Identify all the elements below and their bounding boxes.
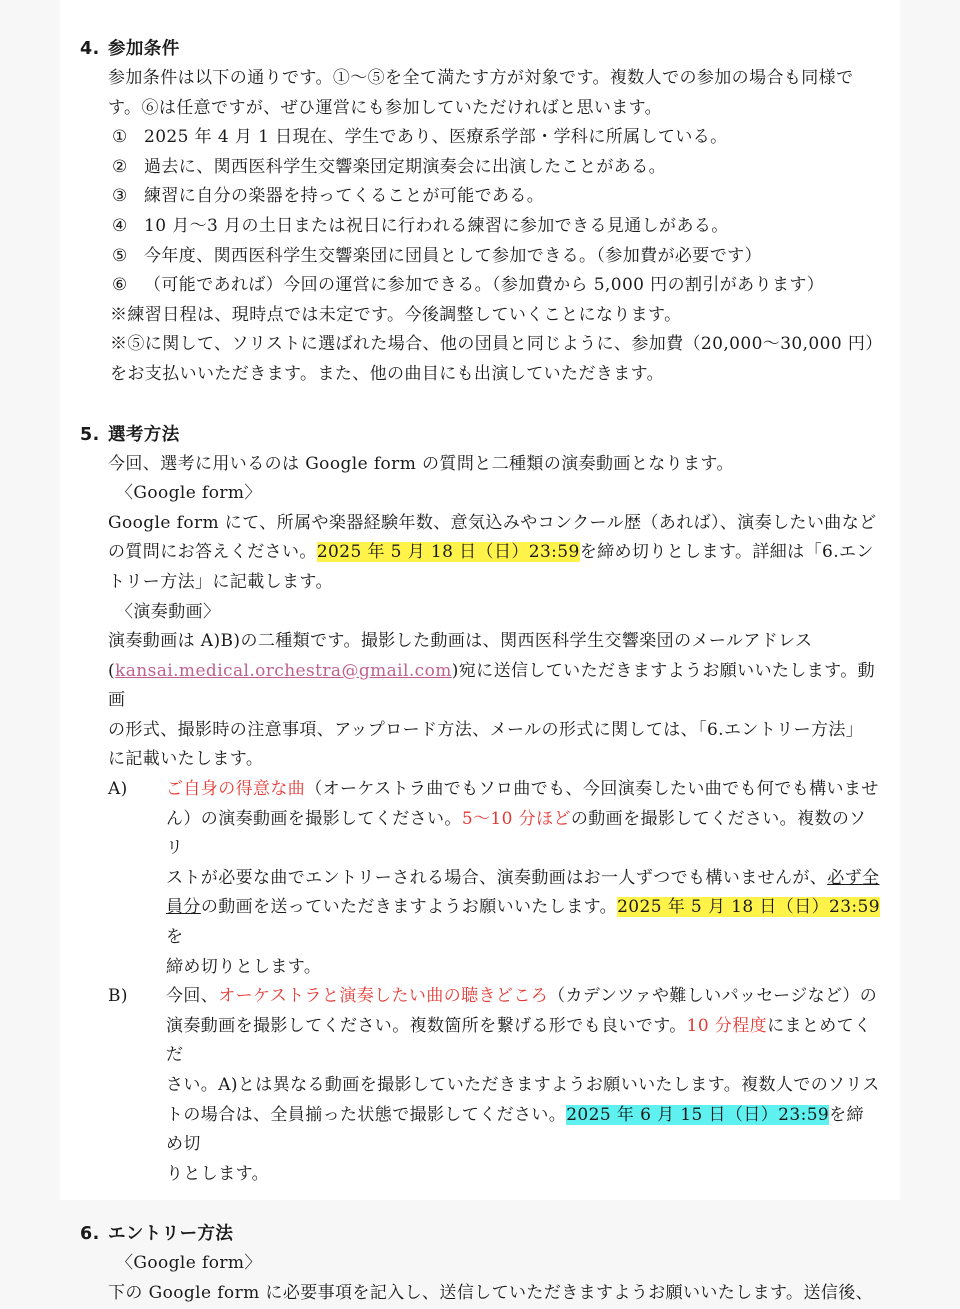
list-item bbox=[80, 212, 880, 242]
text: 今回、 bbox=[166, 986, 219, 1007]
text: の動画を送っていただきますようお願いいたします。 bbox=[200, 897, 618, 918]
red-emphasis: 10 分程度 bbox=[686, 1015, 768, 1036]
item-a bbox=[80, 775, 880, 982]
red-emphasis: オーケストラと演奏したい曲の聴きどころ bbox=[218, 986, 549, 1007]
note: ※練習日程は、現時点では未定です。今後調整していくことになります。 bbox=[110, 304, 682, 325]
text: を bbox=[166, 927, 184, 948]
section-6-heading bbox=[80, 1219, 880, 1249]
item-marker: A) bbox=[108, 779, 128, 800]
text: の動画を撮影してください。複数のソリ bbox=[166, 808, 867, 859]
list-text: 今年度、関西医科学生交響楽団に団員として参加できる。（参加費が必要です） bbox=[144, 245, 762, 266]
paragraph: の形式、撮影時の注意事項、アップロード方法、メールの形式に関しては、「6.エントリー方法」 bbox=[108, 719, 864, 740]
list-item bbox=[80, 242, 880, 272]
item-b-text bbox=[166, 982, 880, 1189]
list-text: 10 月〜3 月の土日または祝日に行われる練習に参加できる見通しがある。 bbox=[144, 215, 729, 236]
section-4 bbox=[80, 34, 883, 390]
text: 締め切りとします。 bbox=[166, 956, 322, 977]
red-emphasis: ご自身の得意な曲 bbox=[166, 779, 306, 800]
paragraph: トリー方法」に記載します。 bbox=[108, 571, 333, 592]
document-content bbox=[80, 34, 883, 1309]
list-item bbox=[80, 123, 880, 153]
paragraph: 参加条件は以下の通りです。①〜⑤を全て満たす方が対象です。複数人での参加の場合も同様で bbox=[108, 68, 854, 88]
text: さい。A)とは異なる動画を撮影していただきますようお願いいたします。複数人でのソリス bbox=[166, 1075, 880, 1095]
text: 演奏動画を撮影してください。複数箇所を繋げる形でも良いです。 bbox=[166, 1015, 687, 1036]
section-title: エントリー方法 bbox=[108, 1224, 234, 1245]
text: )宛に送信していただきますようお願いいたします。動画 bbox=[108, 660, 876, 711]
item-b bbox=[80, 982, 880, 1189]
text: （オーケストラ曲でもソロ曲でも、今回演奏したい曲でも何でも構いませ bbox=[305, 779, 879, 800]
note-continued: をお支払いいただきます。また、他の曲目にも出演していただきます。 bbox=[110, 363, 665, 384]
list-text: 2025 年 4 月 1 日現在、学生であり、医療系学部・学科に所属している。 bbox=[144, 127, 728, 148]
section-title: 選考方法 bbox=[108, 424, 180, 445]
text: ストが必要な曲でエントリーされる場合、演奏動画はお一人ずつでも構いませんが、 bbox=[166, 867, 828, 888]
list-text: 過去に、関西医科学生交響楽団定期演奏会に出演したことがある。 bbox=[144, 156, 666, 177]
subheading-google-form: 〈Google form〉 bbox=[116, 483, 262, 504]
paragraph: 下の Google form に必要事項を記入し、送信していただきますようお願いいたします。送信後、 bbox=[108, 1282, 874, 1303]
section-4-heading bbox=[80, 34, 880, 64]
list-marker: ③ bbox=[112, 186, 128, 207]
section-number: 4. bbox=[80, 39, 100, 59]
paragraph: に記載いたします。 bbox=[108, 749, 264, 770]
paragraph bbox=[80, 657, 880, 716]
section-5 bbox=[80, 420, 880, 1190]
list-item bbox=[80, 182, 880, 212]
note: ※⑤に関して、ソリストに選ばれた場合、他の団員と同じように、参加費（20,000〜30,000 円） bbox=[110, 334, 883, 355]
text: トの場合は、全員揃った状態で撮影してください。 bbox=[166, 1104, 567, 1125]
underlined-text: 員分 bbox=[166, 897, 201, 918]
text: を締め切りとします。詳細は「6.エン bbox=[579, 542, 874, 563]
subheading-video: 〈演奏動画〉 bbox=[116, 601, 221, 622]
list-item bbox=[80, 271, 880, 301]
text: を締め切 bbox=[166, 1104, 864, 1155]
subheading-google-form: 〈Google form〉 bbox=[116, 1253, 262, 1274]
item-a-text bbox=[166, 775, 880, 982]
red-emphasis: 5〜10 分ほど bbox=[461, 808, 571, 829]
deadline-highlight: 2025 年 5 月 18 日（日）23:59 bbox=[316, 542, 580, 563]
deadline-highlight-cyan: 2025 年 6 月 15 日（日）23:59 bbox=[566, 1104, 830, 1125]
text: にまとめてくだ bbox=[166, 1015, 872, 1066]
section-number: 6. bbox=[80, 1224, 100, 1245]
text: の質問にお答えください。 bbox=[108, 542, 317, 563]
paragraph: す。⑥は任意ですが、ぜひ運営にも参加していただければと思います。 bbox=[108, 97, 663, 118]
list-text: （可能であれば）今回の運営に参加できる。（参加費から 5,000 円の割引があります） bbox=[144, 275, 825, 296]
paragraph bbox=[80, 538, 880, 568]
text: りとします。 bbox=[166, 1163, 270, 1184]
paragraph: 今回、選考に用いるのは Google form の質問と二種類の演奏動画となります。 bbox=[108, 453, 734, 474]
text: （カデンツァや難しいパッセージなど）の bbox=[548, 986, 878, 1007]
deadline-highlight: 2025 年 5 月 18 日（日）23:59 bbox=[617, 897, 880, 918]
text: ( bbox=[108, 660, 116, 681]
email-link[interactable]: kansai.medical.orchestra@gmail.com bbox=[115, 660, 452, 681]
section-title: 参加条件 bbox=[108, 39, 180, 59]
list-text: 練習に自分の楽器を持ってくることが可能である。 bbox=[144, 186, 545, 207]
paragraph: Google form にて、所属や楽器経験年数、意気込みやコンクール歴（あれば）、演奏したい曲など bbox=[108, 512, 877, 533]
list-marker: ⑤ bbox=[112, 245, 128, 266]
paragraph: 演奏動画は A)B)の二種類です。撮影した動画は、関西医科学生交響楽団のメールアドレス bbox=[108, 631, 813, 652]
list-marker: ④ bbox=[112, 215, 128, 236]
document-page bbox=[60, 0, 900, 1303]
section-5-heading bbox=[80, 420, 880, 450]
section-number: 5. bbox=[80, 424, 100, 445]
list-marker: ⑥ bbox=[112, 275, 128, 296]
list-item bbox=[80, 153, 880, 183]
text: ん）の演奏動画を撮影してください。 bbox=[166, 808, 462, 829]
section-6 bbox=[80, 1219, 880, 1308]
item-marker: B) bbox=[108, 986, 128, 1007]
underlined-text: 必ず全 bbox=[827, 867, 880, 888]
list-marker: ① bbox=[112, 127, 128, 148]
list-marker: ② bbox=[112, 156, 128, 177]
